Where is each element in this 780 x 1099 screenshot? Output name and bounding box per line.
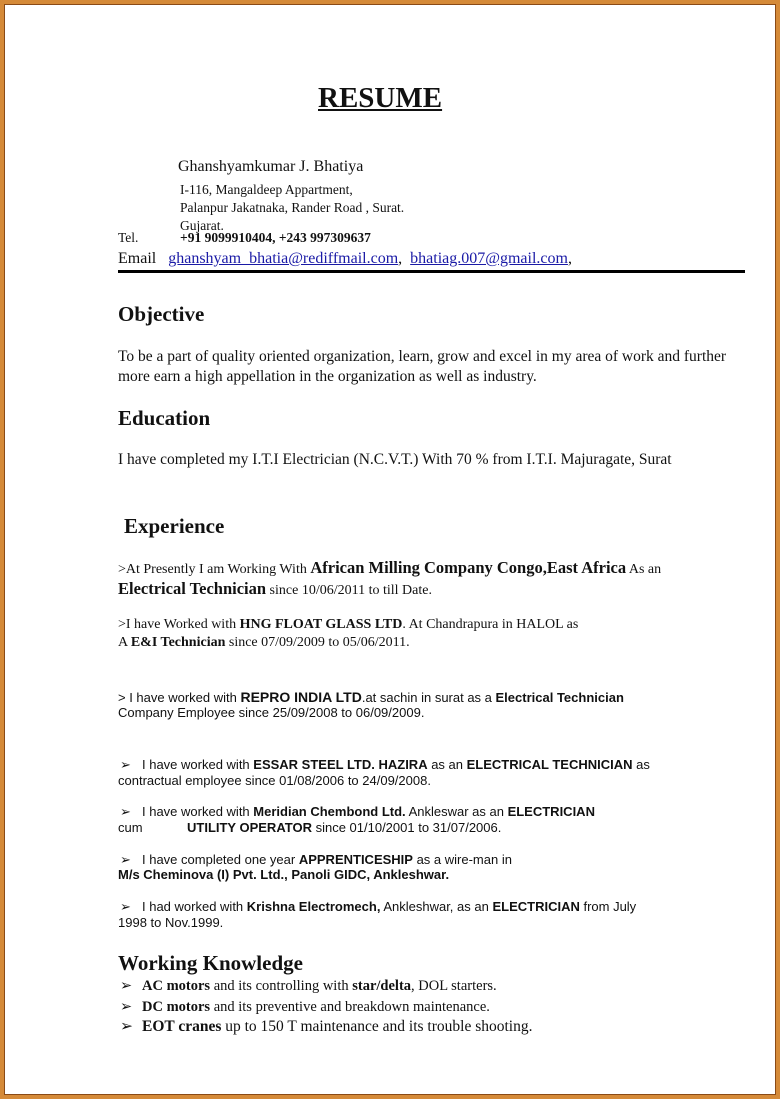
exp5-text-a: I have worked with	[142, 804, 254, 819]
experience-item-2-line-2	[118, 635, 410, 651]
tel-value: +91 9099910404, +243 997309637	[180, 230, 371, 245]
exp3-company: REPRO INDIA LTD	[240, 689, 362, 705]
education-heading: Education	[118, 406, 211, 430]
exp3-text-c: .at sachin in surat as a	[361, 690, 496, 705]
bullet-arrow-icon: ➢	[120, 999, 133, 1015]
exp2-text-d: A	[118, 635, 131, 650]
exp7-role: ELECTRICIAN	[492, 899, 580, 914]
email-separator-1: ,	[398, 250, 403, 267]
exp5-role-2: UTILITY OPERATOR	[187, 820, 312, 835]
email-row	[118, 250, 572, 268]
experience-item-5-line-1	[120, 804, 595, 820]
education-text: I have completed my I.T.I Electrician (N.C.V.T.) With 70 % from I.T.I. Majuragate, Surat	[118, 451, 672, 468]
experience-item-7-line-2: 1998 to Nov.1999.	[118, 915, 224, 930]
exp5-company: Meridian Chembond Ltd.	[253, 804, 406, 819]
exp2-text-c: . At Chandrapura in HALOL as	[402, 617, 579, 632]
exp4-text-e: as	[632, 757, 650, 772]
bullet-arrow-icon: ➢	[120, 899, 131, 914]
exp4-role: ELECTRICAL TECHNICIAN	[466, 757, 633, 772]
candidate-name: Ghanshyamkumar J. Bhatiya	[178, 158, 364, 175]
k1-text-c: star/delta	[352, 978, 412, 994]
exp6-text-a: I have completed one year	[142, 852, 299, 867]
k1-text-d: , DOL starters.	[411, 978, 497, 994]
exp3-role: Electrical Technician	[495, 690, 624, 705]
exp6-text-c: as a wire-man in	[412, 852, 512, 867]
address-line-1: I-116, Mangaldeep Appartment,	[180, 182, 353, 197]
exp7-company: Krishna Electromech,	[246, 899, 381, 914]
email-link-1[interactable]: ghanshyam_bhatia@rediffmail.com	[168, 250, 399, 267]
experience-item-6-line-2: M/s Cheminova (I) Pvt. Ltd., Panoli GIDC, Ankleshwar.	[118, 867, 450, 882]
knowledge-item-2	[120, 999, 490, 1016]
exp2-text-a: >I have Worked with	[118, 617, 240, 632]
experience-item-2-line-1	[118, 617, 578, 633]
k2-text-b: and its preventive and breakdown maintenance.	[210, 999, 490, 1015]
experience-heading: Experience	[124, 514, 225, 538]
experience-item-4-line-1	[120, 757, 650, 773]
exp4-text-a: I have worked with	[142, 757, 254, 772]
bullet-arrow-icon: ➢	[120, 852, 131, 867]
exp7-text-a: I had worked with	[142, 899, 247, 914]
exp1-dates: since 10/06/2011 to till Date.	[266, 583, 432, 598]
resume-title: RESUME	[318, 82, 443, 114]
experience-item-3-line-1	[118, 689, 624, 705]
experience-item-3-line-2: Company Employee since 25/09/2008 to 06/09/2009.	[118, 705, 425, 720]
exp1-text-a: >At Presently I am Working With	[118, 562, 311, 577]
exp4-company: ESSAR STEEL LTD. HAZIRA	[253, 757, 428, 772]
bullet-arrow-icon: ➢	[120, 804, 131, 819]
exp2-dates: since 07/09/2009 to 05/06/2011.	[225, 635, 410, 650]
resume-page	[4, 4, 776, 1095]
bullet-arrow-icon: ➢	[120, 1018, 133, 1035]
header-divider	[118, 270, 745, 273]
knowledge-item-1	[120, 978, 497, 995]
experience-item-5-line-2	[118, 820, 501, 835]
experience-item-7-line-1	[120, 899, 636, 915]
address-line-2: Palanpur Jakatnaka, Rander Road , Surat.	[180, 200, 405, 215]
exp2-company: HNG FLOAT GLASS LTD	[239, 617, 403, 632]
experience-item-4-line-2: contractual employee since 01/08/2006 to 24/09/2008.	[118, 773, 431, 788]
exp5-role: ELECTRICIAN	[507, 804, 595, 819]
exp7-text-e: from July	[579, 899, 637, 914]
exp2-role: E&I Technician	[130, 635, 226, 650]
exp5-text-c: Ankleswar as an	[405, 804, 508, 819]
email-label: Email	[118, 250, 157, 267]
email-link-2[interactable]: bhatiag.007@gmail.com	[410, 250, 568, 267]
bullet-arrow-icon: ➢	[120, 978, 133, 994]
k1-text-b: and its controlling with	[210, 978, 353, 994]
tel-label: Tel.	[118, 230, 139, 245]
exp7-text-c: Ankleshwar, as an	[380, 899, 493, 914]
objective-text: To be a part of quality oriented organization, learn, grow and excel in my area of work and further more earn a high appellation in the organization as well as industry.	[118, 348, 727, 385]
experience-item-6-line-1	[120, 852, 512, 868]
exp5-dates: since 01/10/2001 to 31/07/2006.	[311, 820, 502, 835]
exp1-text-c: As an	[626, 562, 662, 577]
exp1-company: African Milling Company Congo,East Africa	[310, 558, 627, 577]
k2-topic: DC motors	[142, 999, 211, 1015]
experience-item-1-line-2	[118, 579, 432, 599]
k3-topic: EOT cranes	[142, 1018, 222, 1035]
k1-topic: AC motors	[142, 978, 211, 994]
address-line-3: Gujarat.	[180, 218, 224, 233]
email-separator-2: ,	[567, 250, 572, 267]
k3-text-b: up to 150 T maintenance and its trouble shooting.	[221, 1018, 533, 1035]
bullet-arrow-icon: ➢	[120, 757, 131, 772]
objective-heading: Objective	[118, 302, 205, 326]
experience-item-1-line-1	[118, 558, 661, 578]
working-knowledge-heading: Working Knowledge	[118, 951, 303, 975]
exp6-program: APPRENTICESHIP	[298, 852, 413, 867]
knowledge-item-3	[120, 1017, 532, 1036]
exp4-text-c: as an	[427, 757, 467, 772]
exp3-text-a: > I have worked with	[118, 690, 241, 705]
exp1-role: Electrical Technician	[118, 579, 267, 598]
exp5-text-e: cum	[118, 820, 143, 835]
